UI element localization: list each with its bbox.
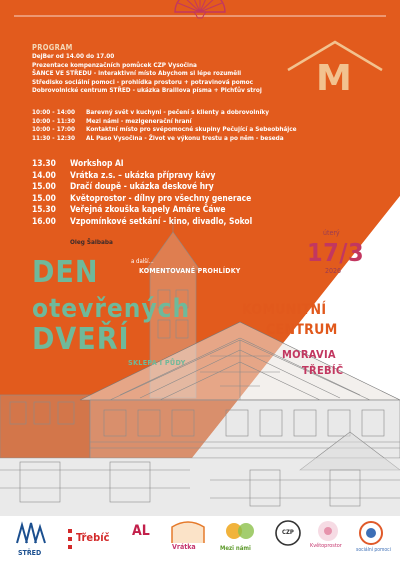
- program-line: Středisko sociální pomoci - prohlídka prostoru + potravinová pomoc: [32, 77, 254, 86]
- event-item: [32, 204, 372, 216]
- timed-item: [32, 117, 362, 126]
- timed-item-text: Barevný svět v kuchyni - pečení s klienty a dobrovolníky: [86, 108, 269, 116]
- event-item: [32, 170, 372, 182]
- trebic-logo-icon: [66, 529, 76, 551]
- event-time: 15.00: [32, 192, 56, 203]
- socialni-pomoc-logo-text: sociální pomoci: [356, 547, 391, 553]
- event-text: Veřejná zkouška kapely Amáre Čáwe: [70, 204, 226, 215]
- event-note: Oleg Šalbaba: [70, 238, 113, 246]
- event-time: 15.00: [32, 181, 56, 192]
- event-text: Vrátka z.s. – ukázka přípravy kávy: [70, 169, 216, 180]
- timed-item-time: 10:00 - 17:00: [32, 125, 75, 134]
- venue-line-4: TŘEBÍČ: [302, 364, 344, 377]
- timed-item-time: 11:30 - 12:30: [32, 133, 75, 142]
- timed-item-time: 10:00 - 11:30: [32, 116, 75, 125]
- alpaso-logo-text: AL: [132, 523, 150, 539]
- timed-item-time: 10:00 - 14:00: [32, 108, 75, 116]
- venue-line-2: CENTRUM: [266, 322, 338, 338]
- mezi-nami-logo-text: Mezi námi: [220, 545, 251, 552]
- venue-line-3: MORAVIA: [282, 348, 336, 361]
- timed-item-text: AL Paso Vysočina - Život ve výkonu trestu a po něm - beseda: [86, 133, 284, 142]
- date-year: 2026: [325, 267, 342, 275]
- program-line: ŠANCE VE STŘEDU - interaktivní místo Abychom si lépe rozuměli: [32, 69, 242, 78]
- timed-item: [32, 125, 362, 134]
- event-time: 15.30: [32, 204, 56, 215]
- stred-logo-icon: [14, 519, 48, 549]
- program-line: Dobrovolnické centrum STŘED - ukázka Braillova písma + Pichťův stroj: [32, 86, 262, 95]
- program-line: Prezentace kompenzačních pomůcek CZP Vysočina: [32, 60, 197, 69]
- timed-item: [32, 134, 362, 143]
- trebic-logo-text: Třebíč: [76, 531, 110, 544]
- mezi-nami-logo-icon: [220, 519, 260, 545]
- event-text: Workshop AI: [70, 158, 124, 168]
- timed-item-text: Mezi námi - mezigenerační hraní: [86, 116, 192, 125]
- vratka-logo-text: Vrátka: [172, 543, 196, 551]
- event-time: 13.30: [32, 158, 56, 168]
- event-text: Vzpomínkové setkání - kino, divadlo, Sokol: [70, 215, 253, 226]
- event-text: Dračí doupě - ukázka deskové hry: [70, 181, 214, 192]
- event-item: [32, 181, 372, 193]
- logo-socialni-pomoc: [356, 519, 396, 563]
- program-lines: [32, 52, 332, 95]
- guided-tours-label: KOMENTOVANÉ PROHLÍDKY: [139, 267, 241, 275]
- logo-trebic: [66, 519, 116, 563]
- event-text: Květoprostor - dílny pro všechny generace: [70, 192, 252, 203]
- title-line-3: DVEŘÍ: [32, 322, 130, 357]
- logo-vratka: [166, 519, 212, 563]
- logo-czp: [274, 519, 304, 563]
- vratka-logo-icon: [166, 519, 210, 545]
- title-subtitle: SKLEPA I PŮDY: [128, 358, 186, 367]
- event-time: 14.00: [32, 169, 56, 180]
- logo-stred: [14, 519, 48, 563]
- title-line-2: otevřených: [32, 294, 191, 324]
- event-list: [32, 158, 372, 228]
- event-item: [32, 193, 372, 205]
- program-heading: PROGRAM: [32, 43, 73, 52]
- logo-alpaso: [130, 519, 160, 563]
- sponsor-logos: [14, 519, 394, 563]
- timed-item: [32, 108, 362, 117]
- program-line: DejBer od 14.00 do 17.00: [32, 52, 115, 60]
- date-day: 17/3: [307, 238, 365, 267]
- event-time: 16.00: [32, 215, 56, 226]
- event-item: [32, 216, 372, 228]
- timed-items: [32, 108, 362, 142]
- stred-logo-text: STŘED: [18, 549, 42, 557]
- more-label: a další...: [131, 258, 154, 265]
- title-line-1: DEN: [32, 255, 99, 290]
- kvetoprostor-logo-text: Květoprostor: [310, 543, 342, 549]
- date-weekday: úterý: [323, 229, 340, 237]
- kvetoprostor-logo-icon: [310, 519, 346, 543]
- socialni-pomoc-logo-icon: [356, 519, 386, 547]
- logo-kvetoprostor: [310, 519, 350, 563]
- logo-letter: M: [316, 58, 352, 99]
- event-item: [32, 158, 372, 170]
- logo-mezi-nami: [220, 519, 264, 563]
- timed-item-text: Kontaktní místo pro svépomocné skupiny Pečující a Sebeobhájce: [86, 125, 297, 134]
- czp-logo-text: CZP: [282, 529, 294, 536]
- venue-line-1: KOMUNITNÍ: [242, 302, 327, 318]
